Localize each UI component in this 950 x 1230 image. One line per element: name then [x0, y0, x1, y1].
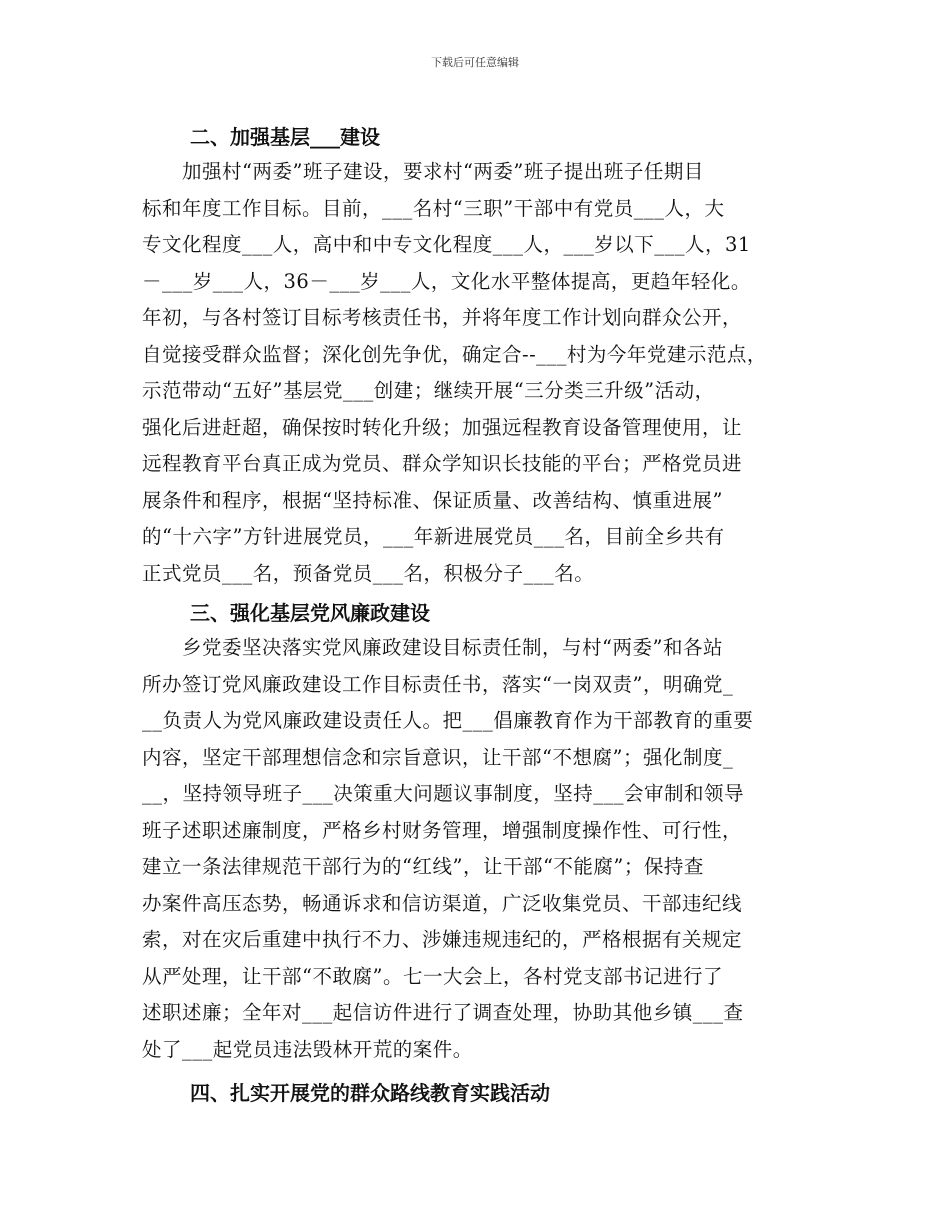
- text-line: 内容，坚定干部理想信念和宗旨意识，让干部“不想腐”；强化制度_: [142, 745, 734, 769]
- text-line: －___岁___人，36－___岁___人，文化水平整体提高，更趋年轻化。: [142, 269, 751, 293]
- section-paragraph: [142, 630, 812, 1068]
- text-line: 强化后进赶超，确保按时转化升级；加强远程教育设备管理使用，让: [142, 415, 743, 439]
- text-line: 标和年度工作目标。目前，___名村“三职”干部中有党员___人，大: [142, 196, 725, 220]
- text-line: 建立一条法律规范干部行为的“红线”，让干部“不能腐”；保持查: [142, 855, 704, 878]
- section-heading: 三、强化基层党风廉政建设: [190, 601, 430, 625]
- text-line: 述职述廉；全年对___起信访件进行了调查处理，协助其他乡镇___查: [142, 1001, 744, 1024]
- text-line: 加强村“两委”班子建设，要求村“两委”班子提出班子任期目: [142, 160, 704, 183]
- text-line: 自觉接受群众监督；深化创先争优，确定合--___村为今年党建示范点，: [142, 342, 767, 366]
- section-heading: 四、扎实开展党的群众路线教育实践活动: [190, 1081, 550, 1105]
- text-line: 年初，与各村签订目标考核责任书，并将年度工作计划向群众公开，: [142, 306, 743, 329]
- text-line: 处了___起党员违法毁林开荒的案件。: [142, 1037, 473, 1061]
- text-line: 班子述职述廉制度，严格乡村财务管理，增强制度操作性、可行性，: [142, 818, 743, 842]
- text-line: 展条件和程序，根据“坚持标准、保证质量、改善结构、慎重进展”: [142, 488, 723, 512]
- document-body: [142, 110, 812, 1110]
- text-line: 乡党委坚决落实党风廉政建设目标责任制，与村“两委”和各站: [142, 636, 723, 659]
- text-line: 办案件高压态势，畅通诉求和信访渠道，广泛收集党员、干部违纪线: [142, 891, 743, 915]
- text-line: 正式党员___名，预备党员___名，积极分子___名。: [142, 561, 595, 585]
- text-line: 专文化程度___人，高中和中专文化程度___人，___岁以下___人，31: [142, 233, 751, 256]
- page-header: 下载后可任意编辑: [431, 56, 519, 69]
- text-line: 所办签订党风廉政建设工作目标责任书，落实“一岗双责”，明确党_: [142, 672, 734, 696]
- text-line: 远程教育平台真正成为党员、群众学知识长技能的平台；严格党员进: [142, 452, 743, 475]
- section-paragraph: [142, 154, 812, 592]
- text-line: 示范带动“五好”基层党___创建；继续开展“三分类三升级”活动，: [142, 379, 715, 402]
- text-line: __，坚持领导班子___决策重大问题议事制度，坚持___会审制和领导: [142, 782, 745, 805]
- section-heading: 二、加强基层___建设: [190, 125, 380, 149]
- text-line: 从严处理，让干部“不敢腐”。七一大会上，各村党支部书记进行了: [142, 964, 723, 988]
- text-line: 索，对在灾后重建中执行不力、涉嫌违规违纪的，严格根据有关规定: [142, 928, 743, 951]
- text-line: __负责人为党风廉政建设责任人。把___倡廉教育作为干部教育的重要: [142, 709, 754, 732]
- text-line: 的“十六字”方针进展党员，___年新进展党员___名，目前全乡共有: [142, 525, 725, 548]
